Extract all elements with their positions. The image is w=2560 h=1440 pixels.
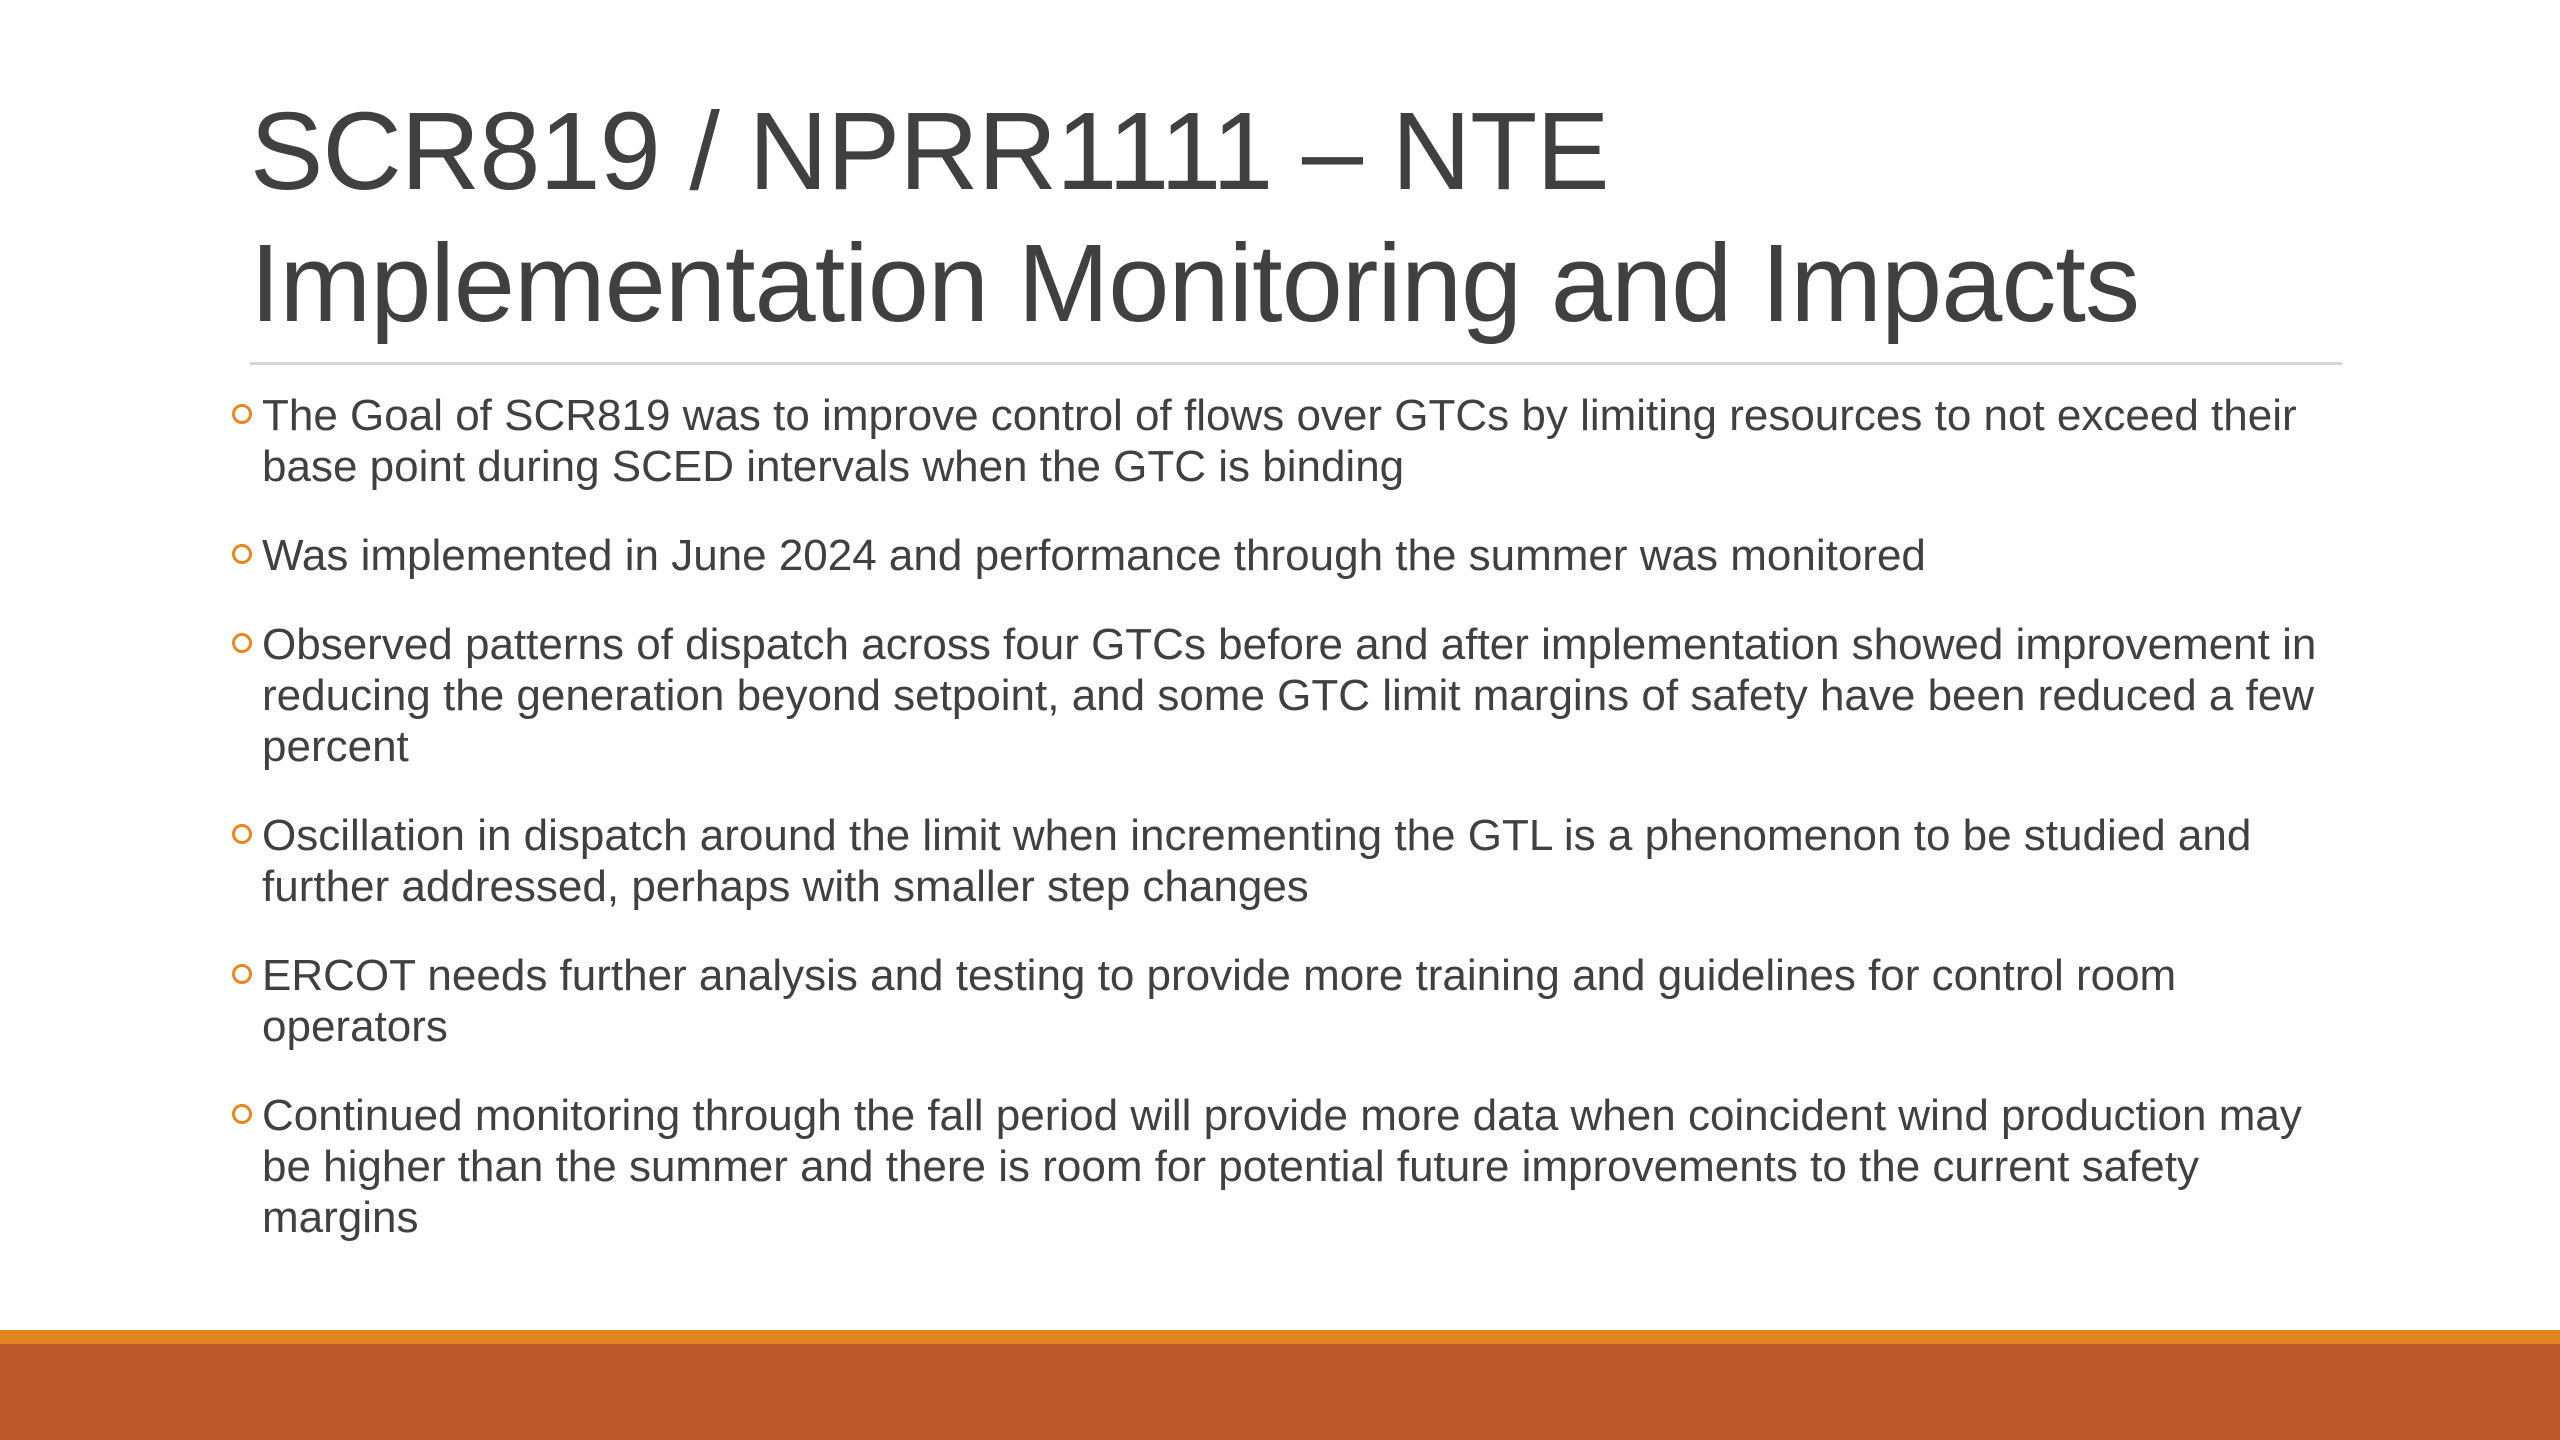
footer-bar [0,1344,2560,1440]
title-divider [250,362,2342,365]
hollow-circle-bullet-icon [232,404,252,424]
hollow-circle-bullet-icon [232,633,252,653]
hollow-circle-bullet-icon [232,1104,252,1124]
bullet-item [232,1090,2352,1243]
bullet-list [232,390,2352,1281]
bullet-text: Oscillation in dispatch around the limit when incrementing the GTL is a phenomenon to be studied and further addressed, perhaps with smaller step changes [262,811,2252,911]
slide-title [250,86,2350,350]
bullet-item [232,530,2352,581]
bullet-text: Continued monitoring through the fall period will provide more data when coincident wind production may be higher than the summer and there is room for potential future improvements to the current safety margins [262,1091,2302,1242]
bullet-text: The Goal of SCR819 was to improve control of flows over GTCs by limiting resources to not exceed their base point during SCED intervals when the GTC is binding [262,391,2297,491]
hollow-circle-bullet-icon [232,964,252,984]
slide-title-line-2: Implementation Monitoring and Impacts [250,222,2139,345]
slide-title-line-1: SCR819 / NPRR1111 – NTE [250,90,1609,213]
bullet-text: Was implemented in June 2024 and performance through the summer was monitored [262,531,1926,580]
bullet-text: ERCOT needs further analysis and testing to provide more training and guidelines for control room operators [262,951,2177,1051]
hollow-circle-bullet-icon [232,544,252,564]
bullet-item [232,950,2352,1052]
bullet-item [232,619,2352,772]
footer-accent-stripe [0,1330,2560,1344]
hollow-circle-bullet-icon [232,824,252,844]
bullet-item [232,810,2352,912]
bullet-text: Observed patterns of dispatch across four GTCs before and after implementation showed improvement in reducing the generation beyond setpoint, and some GTC limit margins of safety have been reduced a few percent [262,620,2317,771]
bullet-item [232,390,2352,492]
